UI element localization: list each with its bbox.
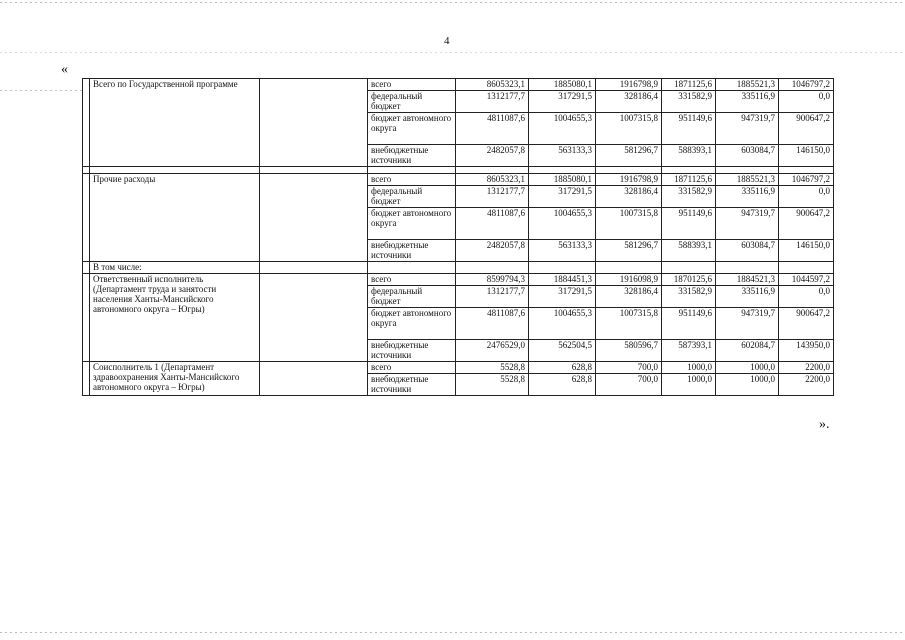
amount-cell: 1312177,7	[456, 286, 529, 308]
empty-cell	[260, 167, 368, 174]
row-group-name: Ответственный исполнитель (Департамент труда и занятости населения Ханты-Мансийского автономного округа – Югры)	[90, 274, 260, 362]
amount-cell: 317291,5	[529, 286, 596, 308]
amount-cell: 143950,0	[779, 340, 834, 362]
table-row	[83, 362, 834, 374]
amount-cell: 947319,7	[716, 208, 779, 240]
amount-cell: 0,0	[779, 186, 834, 208]
amount-cell: 328186,4	[596, 286, 662, 308]
amount-cell: 8605323,1	[456, 79, 529, 91]
amount-cell: 1046797,2	[779, 174, 834, 186]
amount-cell: 951149,6	[662, 113, 716, 145]
funding-source: внебюджетные источники	[368, 240, 456, 262]
amount-cell: 951149,6	[662, 308, 716, 340]
opening-quote: «	[61, 62, 68, 77]
edge-cell	[83, 167, 90, 174]
amount-cell: 146150,0	[779, 240, 834, 262]
empty-cell	[456, 262, 529, 274]
spacer-row	[83, 167, 834, 174]
amount-cell: 1007315,8	[596, 308, 662, 340]
empty-cell	[260, 79, 368, 167]
amount-cell: 335116,9	[716, 186, 779, 208]
amount-cell: 331582,9	[662, 186, 716, 208]
amount-cell: 628,8	[529, 362, 596, 374]
amount-cell: 1004655,3	[529, 208, 596, 240]
empty-cell	[779, 262, 834, 274]
amount-cell: 331582,9	[662, 91, 716, 113]
amount-cell: 602084,7	[716, 340, 779, 362]
amount-cell: 8605323,1	[456, 174, 529, 186]
funding-source: всего	[368, 174, 456, 186]
amount-cell: 1007315,8	[596, 113, 662, 145]
edge-cell	[83, 362, 90, 396]
amount-cell: 317291,5	[529, 186, 596, 208]
amount-cell: 1000,0	[662, 362, 716, 374]
empty-cell	[779, 167, 834, 174]
empty-cell	[662, 262, 716, 274]
amount-cell: 588393,1	[662, 145, 716, 167]
amount-cell: 1044597,2	[779, 274, 834, 286]
amount-cell: 1004655,3	[529, 308, 596, 340]
closing-quote: ».	[819, 417, 830, 432]
amount-cell: 1885080,1	[529, 174, 596, 186]
amount-cell: 5528,8	[456, 362, 529, 374]
amount-cell: 603084,7	[716, 240, 779, 262]
amount-cell: 1870125,6	[662, 274, 716, 286]
empty-cell	[456, 167, 529, 174]
empty-cell	[368, 262, 456, 274]
amount-cell: 1312177,7	[456, 186, 529, 208]
amount-cell: 581296,7	[596, 145, 662, 167]
funding-source: внебюджетные источники	[368, 145, 456, 167]
amount-cell: 335116,9	[716, 91, 779, 113]
scan-artifact-left-rule	[0, 90, 82, 91]
in-that-number-label: В том числе:	[90, 262, 260, 274]
amount-cell: 1000,0	[716, 362, 779, 374]
amount-cell: 0,0	[779, 286, 834, 308]
amount-cell: 700,0	[596, 374, 662, 396]
empty-cell	[529, 167, 596, 174]
row-group-name: Прочие расходы	[90, 174, 260, 262]
amount-cell: 1916798,9	[596, 79, 662, 91]
amount-cell: 1004655,3	[529, 113, 596, 145]
edge-cell	[83, 274, 90, 362]
amount-cell: 1884521,3	[716, 274, 779, 286]
amount-cell: 0,0	[779, 91, 834, 113]
amount-cell: 900647,2	[779, 113, 834, 145]
amount-cell: 628,8	[529, 374, 596, 396]
amount-cell: 1916798,9	[596, 174, 662, 186]
amount-cell: 1000,0	[716, 374, 779, 396]
table-row	[83, 274, 834, 286]
amount-cell: 328186,4	[596, 186, 662, 208]
empty-cell	[662, 167, 716, 174]
amount-cell: 1312177,7	[456, 91, 529, 113]
amount-cell: 900647,2	[779, 308, 834, 340]
amount-cell: 331582,9	[662, 286, 716, 308]
funding-source: внебюджетные источники	[368, 374, 456, 396]
empty-cell	[368, 167, 456, 174]
amount-cell: 4811087,6	[456, 308, 529, 340]
empty-cell	[90, 167, 260, 174]
scan-artifact-top	[0, 2, 905, 3]
amount-cell: 2476529,0	[456, 340, 529, 362]
amount-cell: 5528,8	[456, 374, 529, 396]
amount-cell: 8599794,3	[456, 274, 529, 286]
amount-cell: 951149,6	[662, 208, 716, 240]
amount-cell: 1916098,9	[596, 274, 662, 286]
amount-cell: 4811087,6	[456, 208, 529, 240]
funding-source: бюджет автономного округа	[368, 208, 456, 240]
funding-source: бюджет автономного округа	[368, 113, 456, 145]
empty-cell	[260, 262, 368, 274]
amount-cell: 1000,0	[662, 374, 716, 396]
amount-cell: 1007315,8	[596, 208, 662, 240]
funding-source: всего	[368, 79, 456, 91]
scan-artifact-bottom	[0, 632, 905, 633]
amount-cell: 587393,1	[662, 340, 716, 362]
amount-cell: 317291,5	[529, 91, 596, 113]
budget-table	[82, 78, 834, 396]
amount-cell: 1885080,1	[529, 79, 596, 91]
empty-cell	[716, 262, 779, 274]
edge-cell	[83, 262, 90, 274]
amount-cell: 588393,1	[662, 240, 716, 262]
amount-cell: 4811087,6	[456, 113, 529, 145]
empty-cell	[260, 362, 368, 396]
amount-cell: 580596,7	[596, 340, 662, 362]
row-group-name: Всего по Государственной программе	[90, 79, 260, 167]
amount-cell: 563133,3	[529, 240, 596, 262]
empty-cell	[596, 167, 662, 174]
funding-source: внебюджетные источники	[368, 340, 456, 362]
funding-source: всего	[368, 362, 456, 374]
in-that-number-row	[83, 262, 834, 274]
table-row	[83, 79, 834, 91]
edge-cell	[83, 174, 90, 262]
funding-source: федеральный бюджет	[368, 286, 456, 308]
funding-source: федеральный бюджет	[368, 91, 456, 113]
amount-cell: 146150,0	[779, 145, 834, 167]
amount-cell: 1884451,3	[529, 274, 596, 286]
empty-cell	[260, 174, 368, 262]
amount-cell: 2482057,8	[456, 240, 529, 262]
amount-cell: 2200,0	[779, 374, 834, 396]
empty-cell	[529, 262, 596, 274]
amount-cell: 335116,9	[716, 286, 779, 308]
amount-cell: 562504,5	[529, 340, 596, 362]
amount-cell: 900647,2	[779, 208, 834, 240]
funding-source: федеральный бюджет	[368, 186, 456, 208]
amount-cell: 581296,7	[596, 240, 662, 262]
page-number: 4	[444, 35, 450, 47]
amount-cell: 328186,4	[596, 91, 662, 113]
amount-cell: 2200,0	[779, 362, 834, 374]
empty-cell	[716, 167, 779, 174]
funding-source: бюджет автономного округа	[368, 308, 456, 340]
amount-cell: 2482057,8	[456, 145, 529, 167]
amount-cell: 1871125,6	[662, 79, 716, 91]
budget-table-body	[83, 79, 834, 396]
empty-cell	[260, 274, 368, 362]
funding-source: всего	[368, 274, 456, 286]
amount-cell: 563133,3	[529, 145, 596, 167]
table-row	[83, 174, 834, 186]
amount-cell: 603084,7	[716, 145, 779, 167]
amount-cell: 947319,7	[716, 113, 779, 145]
edge-cell	[83, 79, 90, 167]
row-group-name: Соисполнитель 1 (Департамент здравоохранения Ханты-Мансийского автономного округа – Югры)	[90, 362, 260, 396]
amount-cell: 1885521,3	[716, 79, 779, 91]
amount-cell: 947319,7	[716, 308, 779, 340]
amount-cell: 700,0	[596, 362, 662, 374]
empty-cell	[596, 262, 662, 274]
scan-artifact-rule	[0, 52, 905, 53]
amount-cell: 1046797,2	[779, 79, 834, 91]
amount-cell: 1885521,3	[716, 174, 779, 186]
amount-cell: 1871125,6	[662, 174, 716, 186]
